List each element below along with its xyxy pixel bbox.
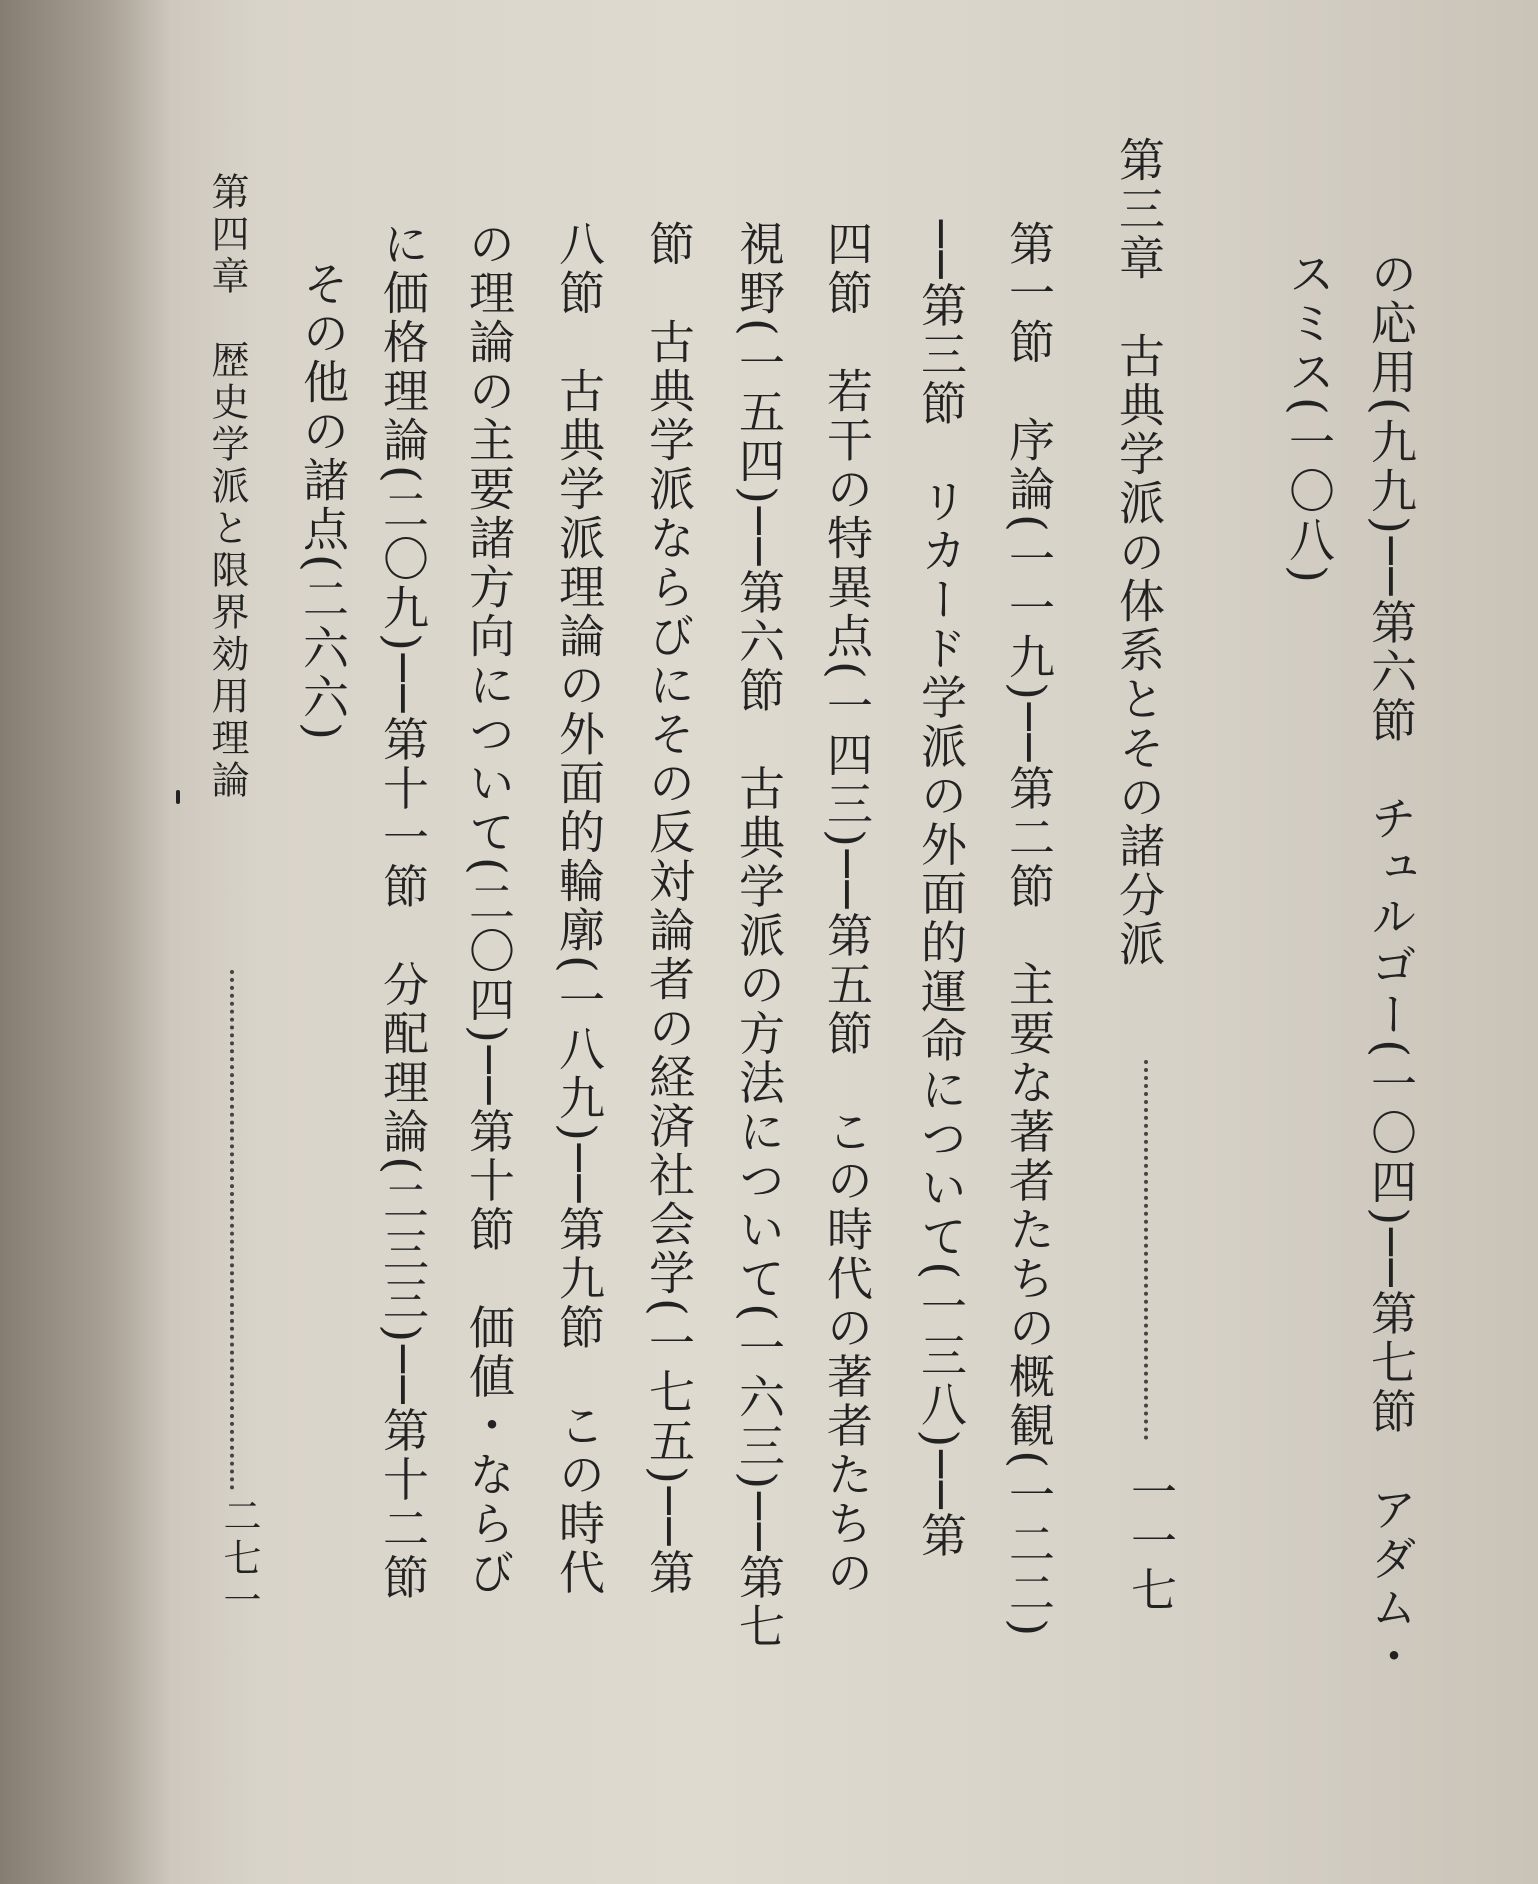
chapter-3-page-number: 一一七 [1124,1468,1178,1615]
toc-line-1: の応用(九九)──第六節 チュルゴー(一〇四)──第七節 アダム・ [1364,250,1418,1682]
chapter-4-page-number: 二七一 [217,1496,261,1622]
chapter-3-leader-dots [1144,1060,1148,1440]
toc-line-7: 視野(一五四)──第六節 古典学派の方法について(一六三)──第七 [732,220,786,1652]
toc-line-11: に価格理論(二〇九)──第十一節 分配理論(二三三)──第十二節 [376,220,430,1603]
toc-line-2: スミス(一〇八) [1282,250,1336,586]
toc-line-4: 第一節 序論(一一九)──第二節 主要な著者たちの概観(一二二) [1002,220,1056,1640]
toc-line-9: 八節 古典学派理論の外面的輪廓(一八九)──第九節 この時代 [552,220,606,1598]
toc-line-6: 四節 若干の特異点(一四三)──第五節 この時代の著者たちの [820,220,874,1598]
ink-mark [176,790,180,804]
chapter-4-leader-dots [230,970,234,1490]
toc-line-12: その他の諸点(二六六) [296,260,350,743]
toc-line-10: の理論の主要諸方向について(二〇四)──第十節 価値・ならび [462,220,516,1598]
chapter-3-heading: 第三章 古典学派の体系とその諸分派 [1112,136,1166,969]
chapter-4-heading: 第四章 歴史学派と限界効用理論 [205,172,249,802]
page-gutter-shadow [0,0,170,1884]
toc-line-8: 節 古典学派ならびにその反対論者の経済社会学(一七五)──第 [642,220,696,1598]
toc-line-5: ──第三節 リカード学派の外面的運命について(一三八)──第 [914,220,968,1561]
